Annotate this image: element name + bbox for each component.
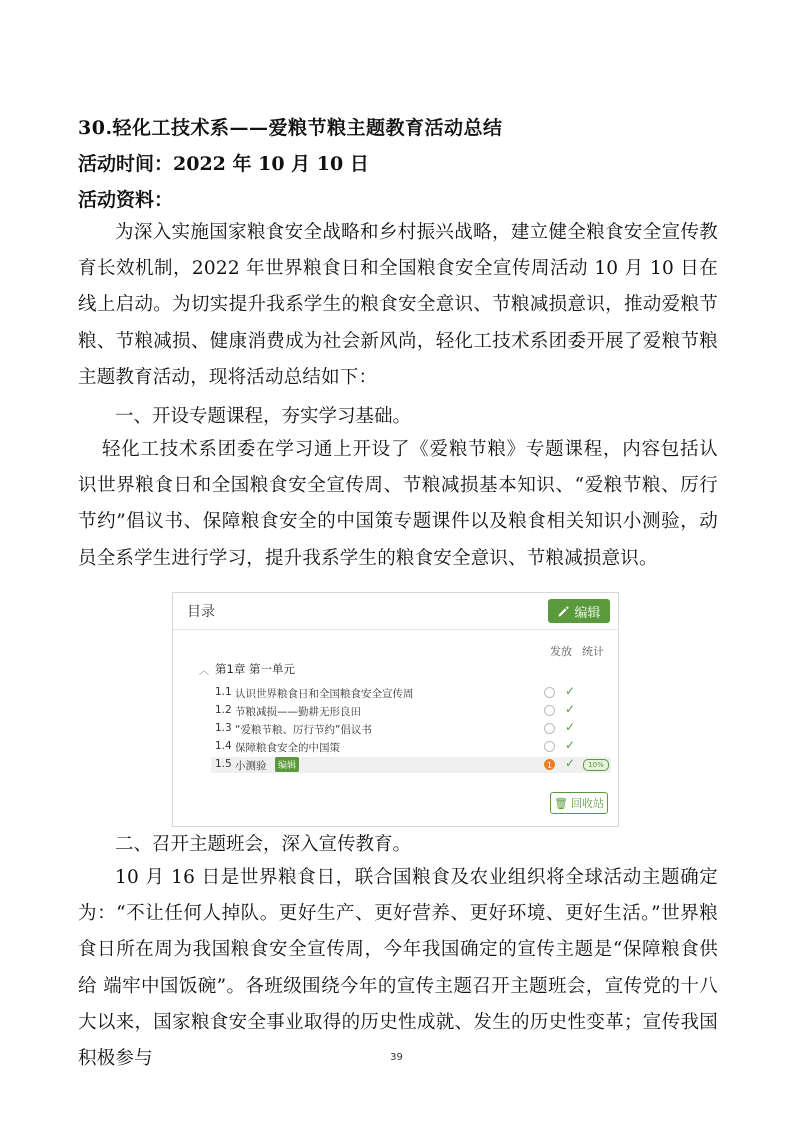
alert-badge[interactable]: 1 [544, 759, 555, 770]
check-icon: ✓ [565, 684, 576, 698]
list-item[interactable] [211, 721, 611, 737]
status-circle-icon[interactable] [544, 705, 555, 716]
item-title: 保障粮食安全的中国策 [235, 742, 340, 754]
recycle-bin-label: 回收站 [570, 797, 604, 810]
item-title: “爱粮节粮、厉行节约”倡议书 [235, 724, 372, 736]
check-icon: ✓ [565, 720, 576, 734]
trash-icon: 🗑 [554, 796, 568, 810]
catalog-header: 目录 [187, 604, 215, 620]
chapter-row[interactable] [199, 661, 295, 677]
course-screenshot [172, 592, 619, 827]
list-item[interactable] [211, 685, 611, 701]
item-number: 1.1 [215, 686, 232, 698]
column-headers [550, 643, 604, 659]
edit-button-label: 编辑 [574, 605, 601, 621]
recycle-bin-button[interactable] [550, 792, 608, 814]
pencil-icon [557, 605, 570, 618]
paragraph-course: 轻化工技术系团委在学习通上开设了《爱粮节粮》专题课程，内容包括认识世界粮食日和全国粮食安全宣传周、节粮减损基本知识、“爱粮节粮、厉行节约”倡议书、保障粮食安全的中国策专题课件以及粮食相关知识小测验，动员全系学生进行学习，提升我系学生的粮食安全意识、节粮减损意识。 [78, 439, 718, 569]
item-number: 1.3 [215, 722, 232, 734]
activity-time: 活动时间：2022 年 10 月 10 日 [78, 153, 369, 175]
col-stats: 统计 [582, 645, 604, 658]
list-item[interactable] [211, 739, 611, 755]
header-divider [173, 629, 618, 630]
edit-tag[interactable]: 编辑 [275, 757, 299, 772]
item-title: 小测验 [235, 760, 267, 772]
activity-material-label: 活动资料： [78, 189, 174, 211]
section-heading-2: 二、召开主题班会，深入宣传教育。 [115, 834, 412, 855]
paragraph-class-meeting: 10 月 16 日是世界粮食日，联合国粮食及农业组织将全球活动主题确定为：“不让任何人掉队。更好生产、更好营养、更好环境、更好生活。”世界粮食日所在周为我国粮食安全宣传周，今年我国确定的宣传主题是“保障粮食供给 端牢中国饭碗”。各班级围绕今年的宣传主题召开主题班会，宣传党的十八大以来，国家粮食安全事业取得的历史性成就、发生的历史性变革；宣传我国积极参与 [78, 867, 718, 1070]
section-heading-1: 一、开设专题课程，夯实学习基础。 [115, 406, 412, 427]
paragraph-intro: 为深入实施国家粮食安全战略和乡村振兴战略，建立健全粮食安全宣传教育长效机制，2022 年世界粮食日和全国粮食安全宣传周活动 10 月 10 日在线上启动。为切实提升我系学生的粮食安全意识、节粮减损意识，推动爱粮节粮、节粮减损、健康消费成为社会新风尚，轻化工技术系团委开展了爱粮节粮主题教育活动，现将活动总结如下： [78, 222, 718, 388]
progress-badge: 10% [583, 759, 609, 771]
item-number: 1.4 [215, 740, 232, 752]
list-item[interactable] [211, 757, 611, 773]
item-number: 1.2 [215, 704, 232, 716]
edit-button[interactable] [548, 599, 610, 623]
check-icon: ✓ [565, 702, 576, 716]
list-item[interactable] [211, 703, 611, 719]
chevron-up-icon[interactable]: ︿ [199, 665, 209, 677]
page-number: 39 [390, 1052, 403, 1063]
item-title: 节粮减损——勤耕无形良田 [235, 706, 361, 718]
check-icon: ✓ [565, 756, 576, 770]
chapter-title: 第1章 第一单元 [215, 662, 295, 676]
item-number: 1.5 [215, 758, 232, 770]
document-title: 30.轻化工技术系——爱粮节粮主题教育活动总结 [78, 117, 503, 139]
status-circle-icon[interactable] [544, 741, 555, 752]
check-icon: ✓ [565, 738, 576, 752]
item-title: 认识世界粮食日和全国粮食安全宣传周 [235, 688, 414, 700]
status-circle-icon[interactable] [544, 723, 555, 734]
status-circle-icon[interactable] [544, 687, 555, 698]
col-publish: 发放 [550, 645, 572, 658]
